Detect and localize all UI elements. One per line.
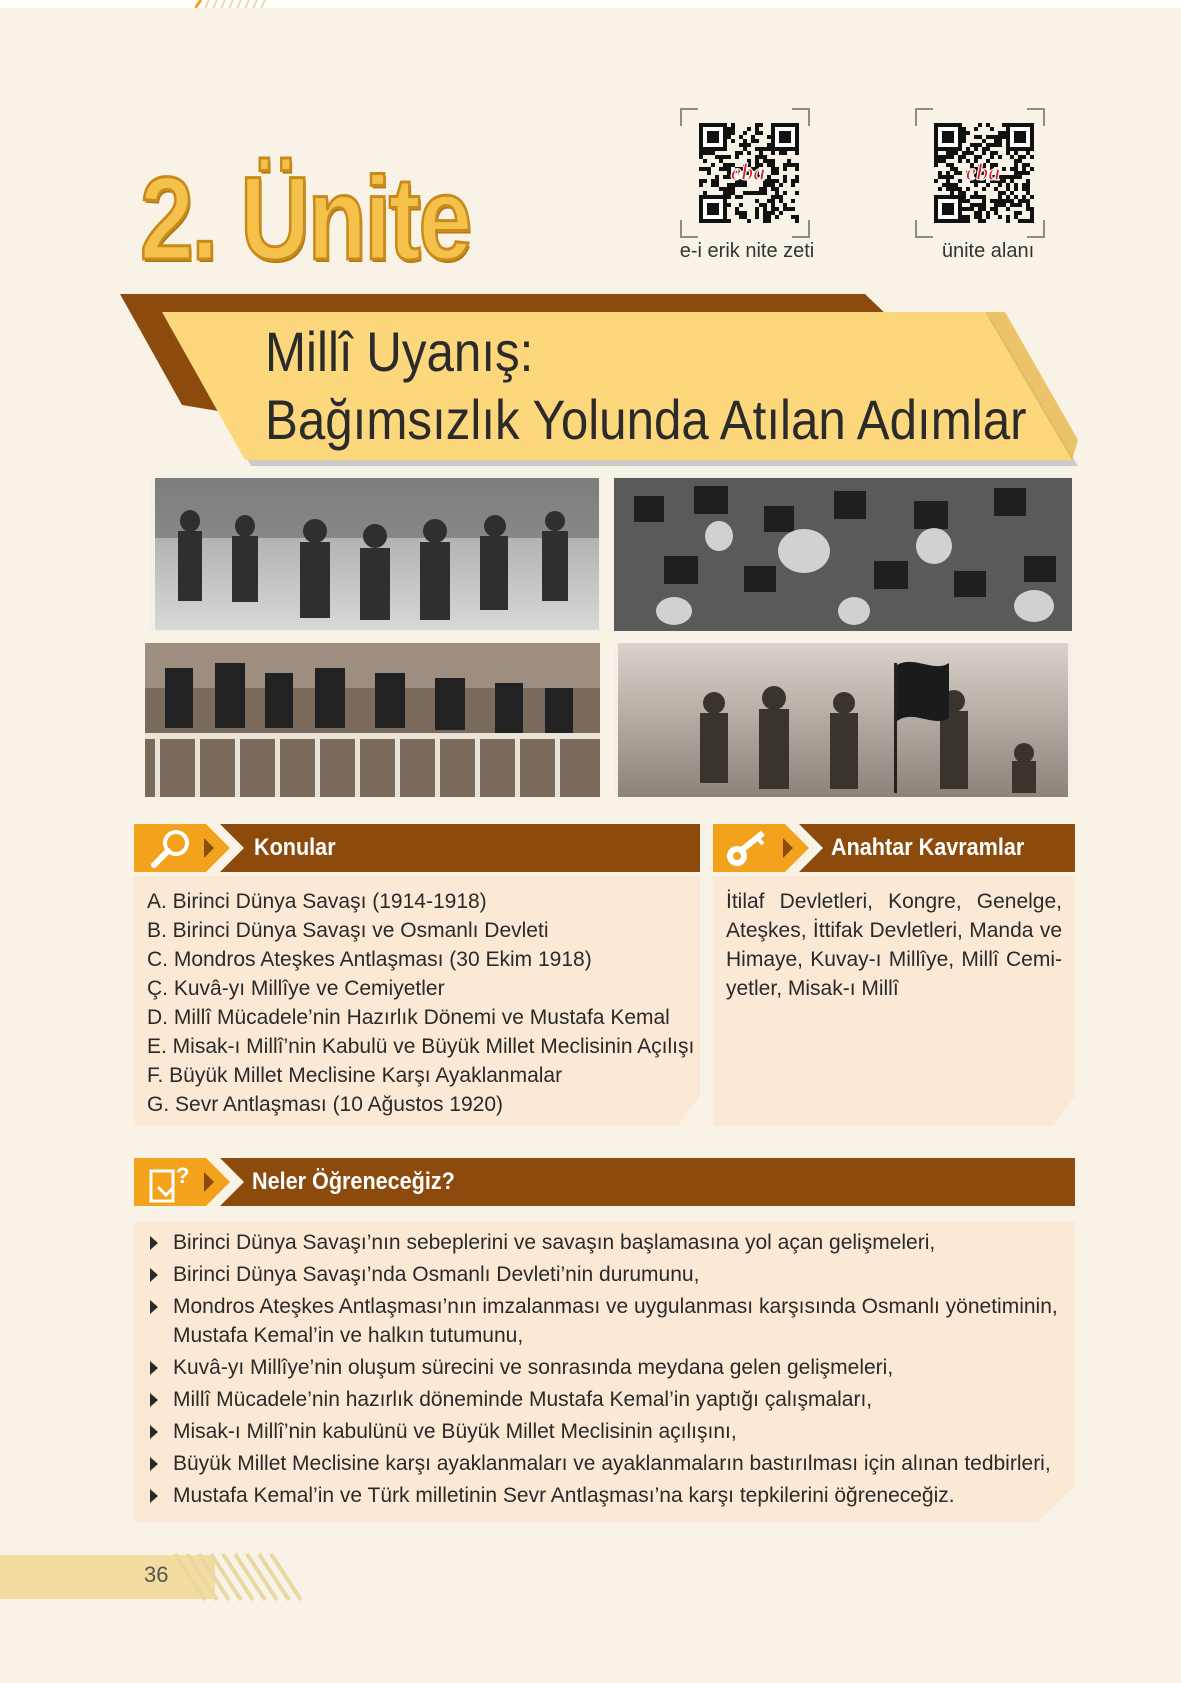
svg-text:?: ? — [176, 1163, 190, 1188]
bullet-triangle-icon — [150, 1489, 158, 1503]
konular-list — [147, 887, 697, 1119]
key-icon — [723, 828, 773, 870]
qr-code-1[interactable] — [680, 108, 810, 238]
crowd-with-fezzes-photo — [614, 476, 1072, 631]
svg-text:eba: eba — [730, 160, 766, 186]
balcony-gathering-photo — [145, 643, 600, 797]
list-item: Misak-ı Millî’nin kabulünü ve Büyük Millet Meclisinin açılışını, — [136, 1417, 1066, 1446]
magnifier-icon — [148, 828, 194, 870]
neler-header — [134, 1158, 1075, 1206]
list-item: Kuvâ-yı Millîye’nin oluşum sürecini ve sonrasında meydana gelen gelişmeleri, — [136, 1353, 1066, 1382]
top-stripes-decoration — [195, 0, 285, 8]
list-item: Mondros Ateşkes Antlaşması’nın imzalanması ve uygulanması karşısında Osmanlı yönetiminin, Mustafa Kemal’in ve halkın tutumunu, — [136, 1292, 1066, 1350]
bullet-triangle-icon — [150, 1361, 158, 1375]
eba-badge-icon — [723, 159, 773, 187]
page-number: 36 — [144, 1562, 169, 1587]
list-item: Millî Mücadele’nin hazırlık döneminde Mustafa Kemal’in yaptığı çalışmaları, — [136, 1385, 1066, 1414]
qr-caption-1: e-i erik nite zeti — [679, 240, 815, 262]
svg-text:eba: eba — [965, 160, 1001, 186]
banner-title — [265, 318, 1027, 454]
bullet-triangle-icon — [150, 1425, 158, 1439]
list-item: C. Mondros Ateşkes Antlaşması (30 Ekim 1918) — [147, 948, 592, 971]
list-item: Birinci Dünya Savaşı’nın sebeplerini ve savaşın başlamasına yol açan gelişmeleri, — [136, 1228, 1066, 1257]
list-item: D. Millî Mücadele’nin Hazırlık Dönemi ve Mustafa Kemal — [147, 1006, 670, 1029]
list-item: Ç. Kuvâ-yı Millîye ve Cemiyetler — [147, 977, 445, 1000]
top-strip — [0, 0, 1181, 8]
bullet-triangle-icon — [150, 1457, 158, 1471]
bullet-triangle-icon — [150, 1236, 158, 1250]
list-item: E. Misak-ı Millî’nin Kabulü ve Büyük Millet Meclisinin Açılışı — [147, 1035, 695, 1058]
photo-crowd — [614, 476, 1072, 631]
question-document-icon — [146, 1161, 190, 1205]
list-item: B. Birinci Dünya Savaşı ve Osmanlı Devleti — [147, 919, 549, 942]
list-item: G. Sevr Antlaşması (10 Ağustos 1920) — [147, 1093, 504, 1116]
anahtar-title: Anahtar Kavramlar — [831, 834, 1025, 861]
photo-soldiers-marching — [150, 476, 600, 631]
anahtar-text: İtilaf Devletleri, Kongre, Genelge, Ateşkes, İttifak Devletleri, Manda ve Himaye, Kuvay-ı Millîye, Millî Cemi-yetler, Misak-ı Millî — [726, 890, 1062, 1000]
bullet-triangle-icon — [150, 1393, 158, 1407]
eba-badge-icon — [958, 159, 1008, 187]
footer-stripes-decoration — [165, 1552, 325, 1602]
konular-title: Konular — [254, 834, 336, 861]
qr-code-2[interactable] — [915, 108, 1045, 238]
bullet-triangle-icon — [150, 1300, 158, 1314]
soldiers-with-flag-photo — [614, 643, 1072, 797]
neler-title: Neler Öğreneceğiz? — [252, 1168, 455, 1195]
list-item: Büyük Millet Meclisine karşı ayaklanmaları ve ayaklanmaların bastırılması için alınan tedbirleri, — [136, 1449, 1066, 1478]
qr-caption-2: ünite alanı — [941, 240, 1035, 262]
banner-title-line2: Bağımsızlık Yolunda Atılan Adımlar — [265, 388, 1027, 451]
list-item: Birinci Dünya Savaşı’nda Osmanlı Devleti’nin durumunu, — [136, 1260, 1066, 1289]
banner-title-line1: Millî Uyanış: — [265, 320, 534, 383]
list-item: F. Büyük Millet Meclisine Karşı Ayaklanmalar — [147, 1064, 563, 1087]
anahtar-header — [713, 824, 1075, 872]
list-item: A. Birinci Dünya Savaşı (1914-1918) — [147, 890, 487, 913]
bullet-triangle-icon — [150, 1268, 158, 1282]
photo-soldiers-flag — [614, 643, 1072, 797]
konular-header — [134, 824, 700, 872]
unit-title: 2. Ünite — [140, 153, 470, 285]
list-item: Mustafa Kemal’in ve Türk milletinin Sevr Antlaşması’na karşı tepkilerini öğreneceğiz. — [136, 1481, 1066, 1510]
soldiers-marching-photo — [150, 476, 600, 631]
neler-list — [136, 1228, 1066, 1513]
photo-balcony — [145, 643, 600, 797]
